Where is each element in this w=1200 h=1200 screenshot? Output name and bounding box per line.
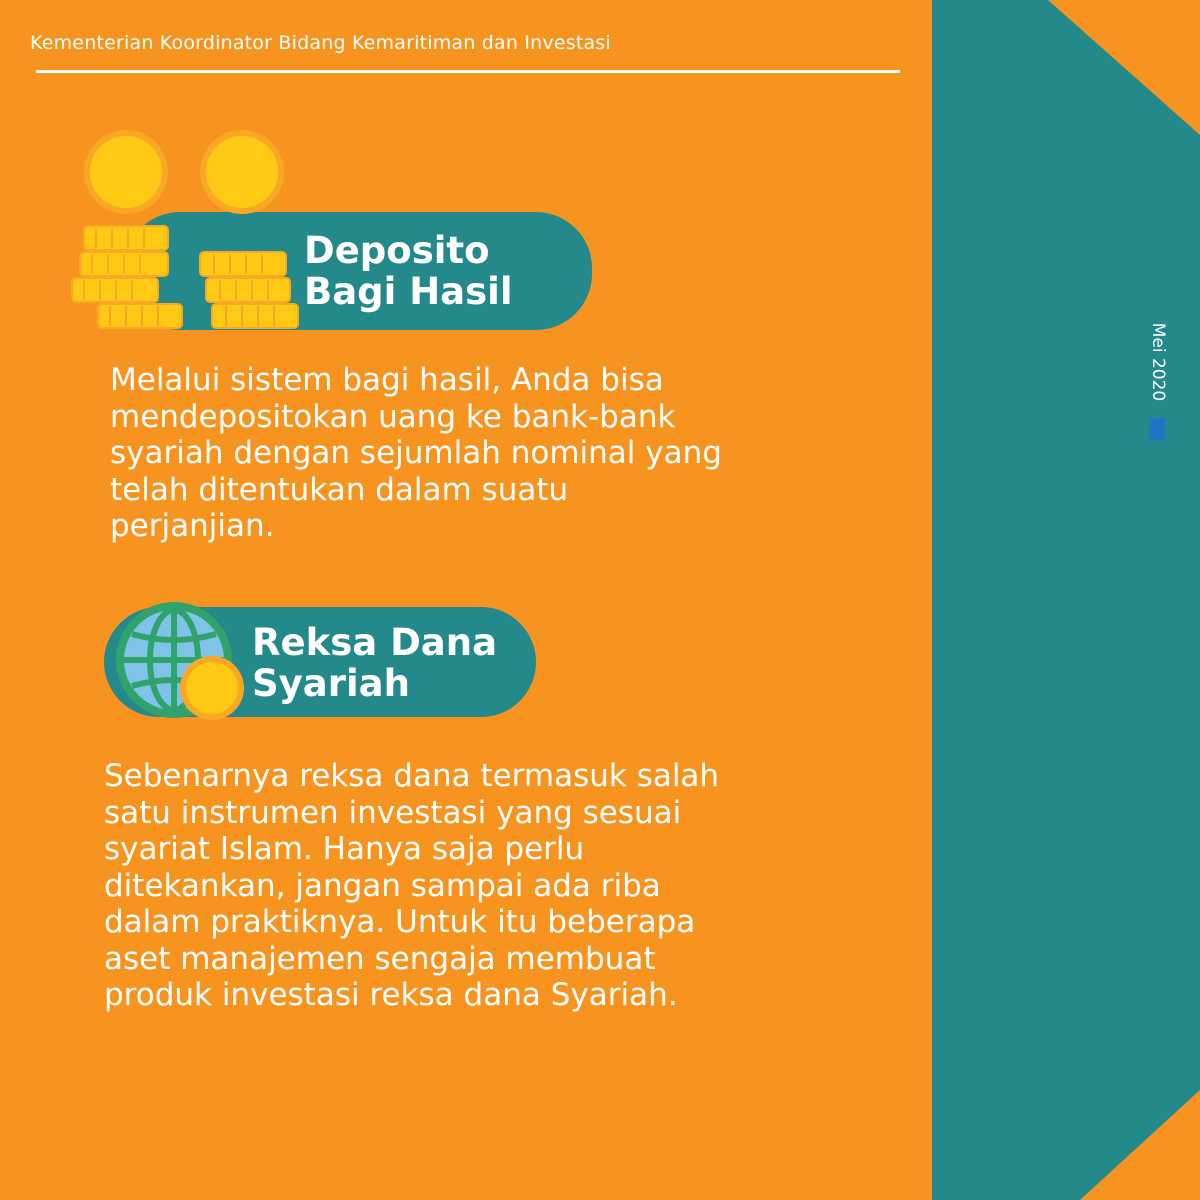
body-line: satu instrumen investasi yang sesuai — [104, 794, 682, 831]
section-title-line: Deposito — [304, 229, 490, 272]
body-line: produk investasi reksa dana Syariah. — [104, 977, 678, 1013]
date-label: Mei 2020 — [1148, 322, 1168, 402]
section-title-line: Reksa Dana — [252, 621, 498, 664]
date-marker — [1150, 418, 1165, 440]
gold-coins-icon — [68, 122, 308, 336]
section-title-reksa-dana — [252, 622, 497, 704]
header-divider — [36, 70, 900, 73]
body-line: telah ditentukan dalam suatu — [110, 471, 569, 508]
section-title-line: Bagi Hasil — [304, 270, 513, 313]
body-line: mendepositokan uang ke bank-bank — [110, 398, 676, 435]
body-line: aset manajemen sengaja membuat — [104, 940, 656, 977]
organization-name: Kementerian Koordinator Bidang Kemaritiman dan Investasi — [30, 32, 611, 54]
globe-coin-icon — [108, 596, 248, 722]
section-title-line: Syariah — [252, 662, 410, 705]
body-line: syariat Islam. Hanya saja perlu — [104, 831, 585, 867]
body-line: syariah dengan sejumlah nominal yang — [110, 435, 722, 471]
body-line: Melalui sistem bagi hasil, Anda bisa — [110, 362, 664, 398]
section-title-deposito — [304, 230, 513, 312]
body-line: perjanjian. — [110, 508, 275, 544]
body-line: dalam praktiknya. Untuk itu beberapa — [104, 904, 696, 940]
body-line: ditekankan, jangan sampai ada riba — [104, 867, 661, 904]
section-body-deposito — [110, 362, 722, 545]
section-body-reksa-dana — [104, 758, 719, 1014]
body-line: Sebenarnya reksa dana termasuk salah — [104, 758, 720, 794]
